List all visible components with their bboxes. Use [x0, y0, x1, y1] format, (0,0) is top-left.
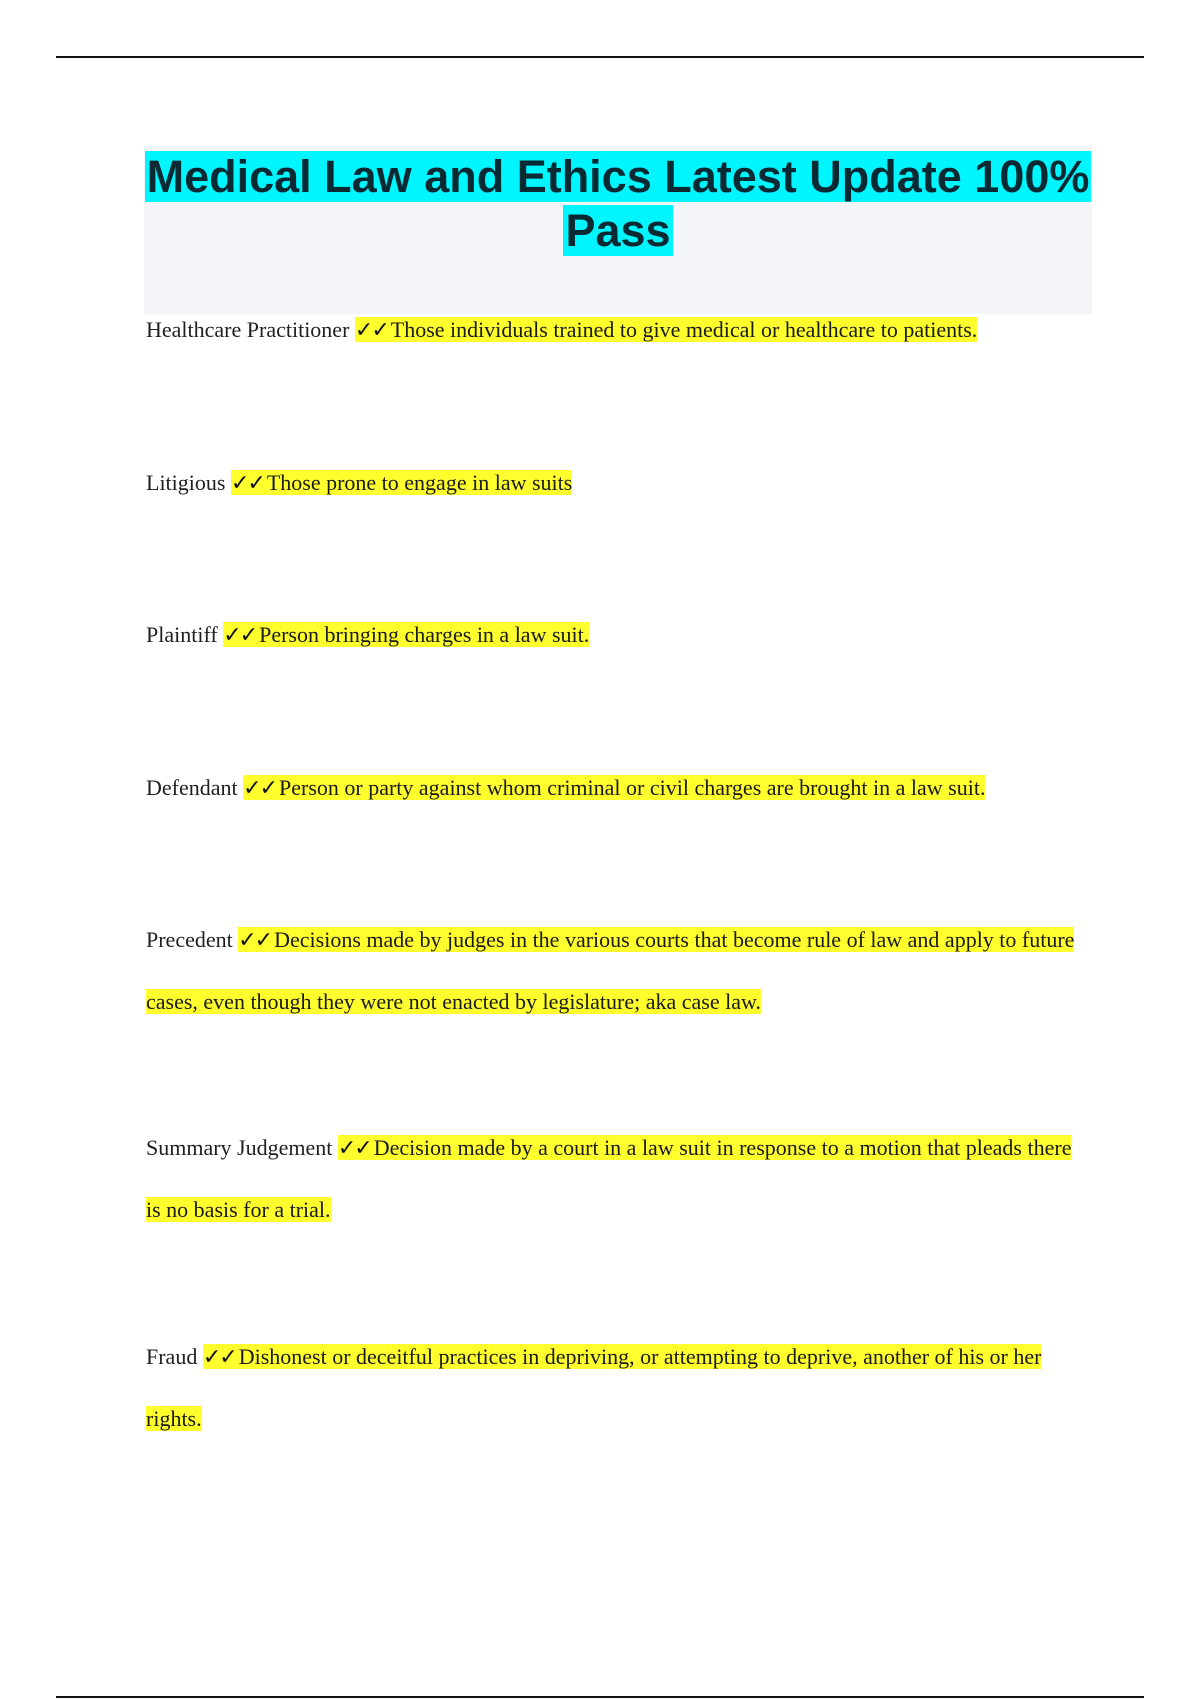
- entry-term: Plaintiff: [146, 622, 218, 647]
- definition-text: Those individuals trained to give medical or healthcare to patients.: [390, 317, 978, 342]
- double-check-icon: ✓✓: [202, 1345, 236, 1370]
- definition-text: Person bringing charges in a law suit.: [259, 622, 590, 647]
- entry-definition: [355, 317, 977, 342]
- definition-text: Decisions made by judges in the various courts that become rule of law and apply to future cases, even though they were not enacted by legislature; aka case law.: [146, 927, 1075, 1014]
- double-check-icon: ✓✓: [243, 776, 276, 801]
- top-rule: [56, 56, 1144, 58]
- double-check-icon: ✓✓: [354, 318, 388, 343]
- entry-term: Healthcare Practitioner: [146, 317, 350, 342]
- entry-term: Litigious: [146, 470, 226, 495]
- entry-definition: [146, 927, 1074, 1014]
- double-check-icon: ✓✓: [230, 471, 264, 496]
- entry-healthcare-practitioner: [146, 299, 1086, 361]
- entry-summary-judgement: [146, 1117, 1086, 1240]
- double-check-icon: ✓✓: [238, 928, 272, 953]
- definition-text: Person or party against whom criminal or civil charges are brought in a law suit.: [279, 775, 986, 800]
- title-block: [144, 146, 1092, 314]
- entry-definition: [243, 775, 985, 800]
- entry-term: Summary Judgement: [146, 1135, 333, 1160]
- definition-text: Decision made by a court in a law suit in response to a motion that pleads there is no basis for a trial.: [146, 1135, 1072, 1222]
- bottom-rule: [56, 1696, 1144, 1698]
- double-check-icon: ✓✓: [223, 623, 257, 648]
- entry-definition: [146, 1344, 1041, 1431]
- definition-text: Those prone to engage in law suits: [266, 470, 573, 495]
- entry-defendant: [146, 757, 1086, 819]
- entry-definition: [223, 622, 589, 647]
- entry-term: Defendant: [146, 775, 238, 800]
- entry-plaintiff: [146, 604, 1086, 666]
- entry-term: Fraud: [146, 1344, 198, 1369]
- entry-term: Precedent: [146, 927, 233, 952]
- title-text: Medical Law and Ethics Latest Update 100% Pass: [146, 151, 1090, 256]
- entry-litigious: [146, 452, 1086, 514]
- definition-text: Dishonest or deceitful practices in depriving, or attempting to deprive, another of his or her rights.: [146, 1344, 1042, 1431]
- entry-fraud: [146, 1326, 1086, 1449]
- entry-definition: [231, 470, 572, 495]
- document-title: [144, 146, 1092, 258]
- entry-precedent: [146, 909, 1086, 1032]
- double-check-icon: ✓✓: [337, 1136, 371, 1161]
